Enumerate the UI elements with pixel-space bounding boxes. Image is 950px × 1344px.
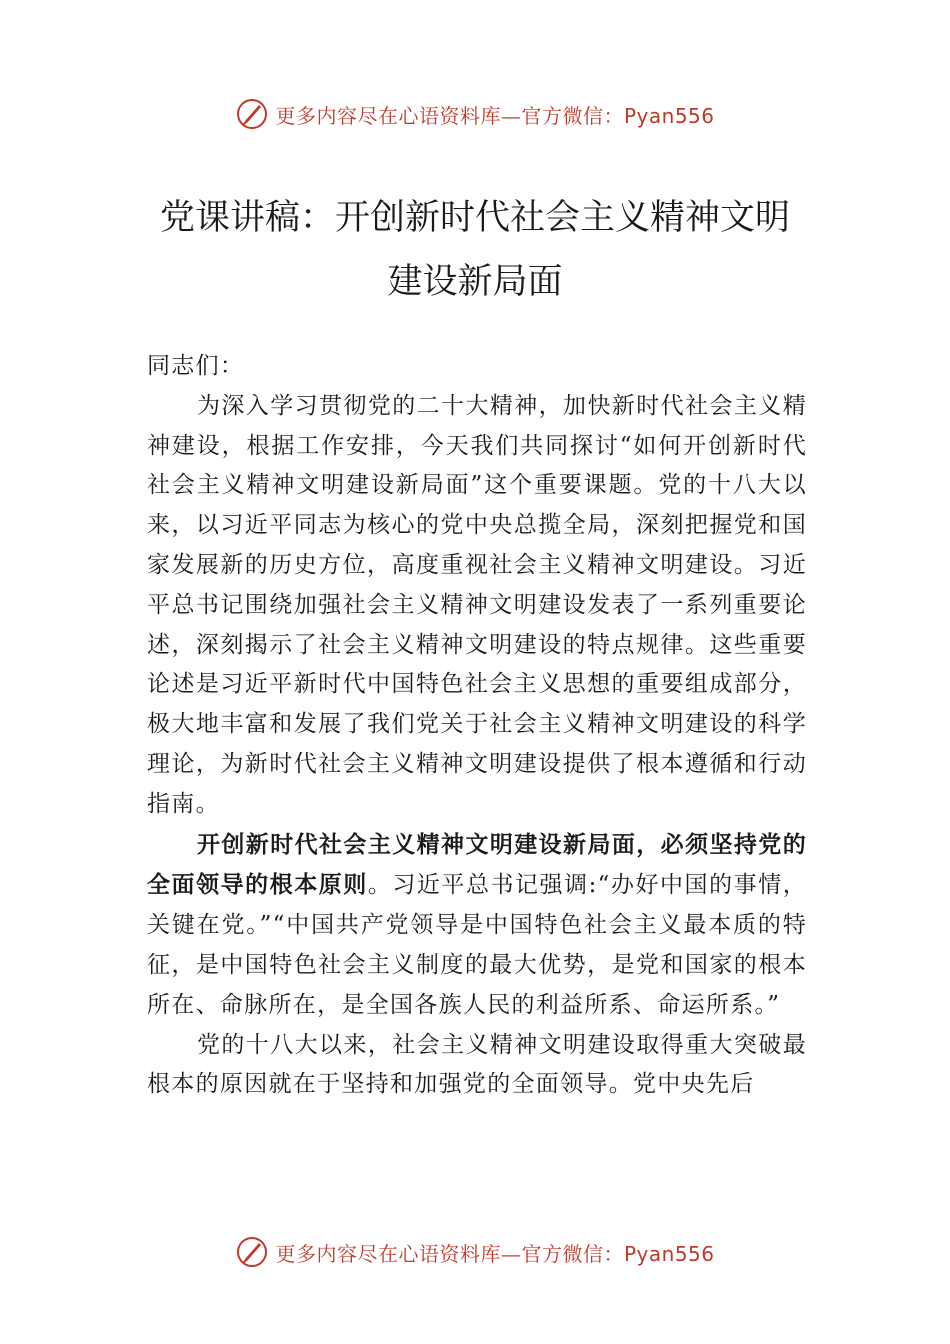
title-line-1: 党课讲稿：开创新时代社会主义精神文明 — [159, 198, 790, 238]
salutation: 同志们： — [147, 353, 245, 379]
document-title — [140, 186, 810, 314]
paragraph-2-heading: 开创新时代社会主义精神文明建设新局面，必须坚持党的全面领导的根本原则 — [147, 830, 807, 899]
paragraph-2-text: 。习近平总书记强调:“办好中国的事情，关键在党。”“中国共产党领导是中国特色社会主义最本质的特征，是中国特色社会主义制度的最大优势，是党和国家的根本所在、命脉所在，是全国各族人民的利益所系、命运所系。” — [147, 872, 807, 1018]
paragraph-2 — [147, 825, 807, 1026]
wechat-id: Pyan556 — [623, 1241, 715, 1266]
footer-watermark — [0, 1232, 950, 1272]
header-watermark — [0, 94, 950, 134]
title-line-2: 建设新局面 — [387, 262, 563, 302]
quill-seal-icon — [235, 1235, 269, 1269]
paragraph-1: 为深入学习贯彻党的二十大精神，加快新时代社会主义精神建设，根据工作安排，今天我们共同探讨“如何开创新时代社会主义精神文明建设新局面”这个重要课题。党的十八大以来，以习近平同志为核心的党中央总揽全局，深刻把握党和国家发展新的历史方位，高度重视社会主义精神文明建设。习近平总书记围绕加强社会主义精神文明建设发表了一系列重要论述，深刻揭示了社会主义精神文明建设的特点规律。这些重要论述是习近平新时代中国特色社会主义思想的重要组成部分，极大地丰富和发展了我们党关于社会主义精神文明建设的科学理论，为新时代社会主义精神文明建设提供了根本遵循和行动指南。 — [147, 392, 807, 817]
document-body — [147, 347, 807, 1105]
quill-seal-icon — [235, 97, 269, 131]
watermark-text: 更多内容尽在心语资料库—官方微信：Pyan556 — [275, 1241, 715, 1266]
watermark-text: 更多内容尽在心语资料库—官方微信：Pyan556 — [275, 103, 715, 128]
paragraph-3: 党的十八大以来，社会主义精神文明建设取得重大突破最根本的原因就在于坚持和加强党的全面领导。党中央先后 — [147, 1031, 807, 1098]
wechat-id: Pyan556 — [623, 103, 715, 128]
